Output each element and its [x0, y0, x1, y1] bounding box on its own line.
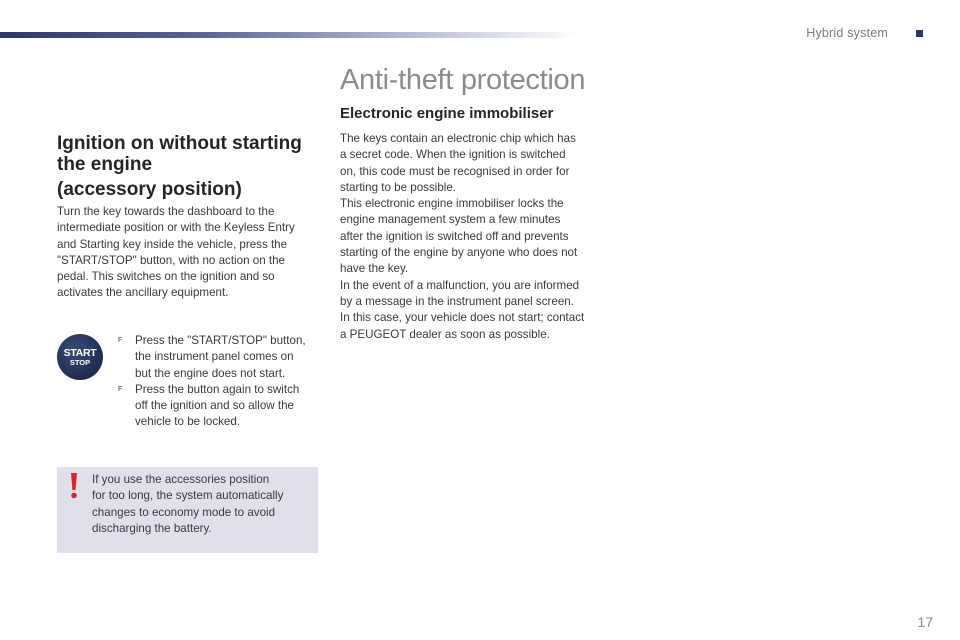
- section-title: Hybrid system: [806, 26, 888, 40]
- text-line: "START/STOP" button, with no action on the: [57, 253, 285, 267]
- right-column: [340, 62, 610, 343]
- left-heading-line-3: (accessory position): [57, 179, 242, 200]
- text-line: by a message in the instrument panel screen.: [340, 294, 574, 308]
- text-line: Turn the key towards the dashboard to the: [57, 205, 275, 218]
- text-line: engine management system a few minutes: [340, 213, 561, 227]
- left-heading-line-2: the engine: [57, 154, 153, 175]
- left-heading-line-1: Ignition on without starting: [57, 133, 302, 154]
- warning-text: [92, 472, 312, 537]
- text-line: If you use the accessories position: [92, 473, 270, 486]
- text-line: on, this code must be recognised in order for: [340, 164, 570, 178]
- section-square-marker: [916, 30, 923, 37]
- page-title: Anti-theft protection: [340, 64, 586, 96]
- stop-label: STOP: [69, 357, 91, 367]
- text-line: for too long, the system automatically: [92, 489, 284, 503]
- instruction-list: [118, 333, 323, 431]
- text-line: pedal. This switches on the ignition and so: [57, 270, 275, 284]
- header-gradient-bar: [0, 32, 580, 38]
- text-line: Press the button again to switch: [135, 382, 300, 396]
- text-line: starting of the engine by anyone who does not: [340, 246, 578, 260]
- text-line: Press the "START/STOP" button,: [135, 334, 306, 347]
- text-line: but the engine does not start.: [135, 366, 286, 380]
- text-line: and Starting key inside the vehicle, press the: [57, 237, 288, 251]
- warning-box: [57, 467, 318, 553]
- text-line: the instrument panel comes on: [135, 350, 294, 364]
- bullet-marker: F: [118, 337, 123, 344]
- start-label: START: [63, 346, 97, 359]
- text-line: activates the ancillary equipment.: [57, 286, 229, 300]
- text-line: starting to be possible.: [340, 180, 457, 194]
- list-item: [118, 382, 323, 431]
- text-line: after the ignition is switched off and prevents: [340, 229, 569, 243]
- page-number: 17: [917, 614, 933, 630]
- bullet-marker: F: [118, 385, 123, 393]
- text-line: intermediate position or with the Keyless Entry: [57, 221, 295, 235]
- text-line: a PEUGEOT dealer as soon as possible.: [340, 327, 550, 341]
- text-line: have the key.: [340, 262, 409, 276]
- subsection-title: Electronic engine immobiliser: [340, 105, 554, 122]
- text-line: a secret code. When the ignition is switched: [340, 148, 566, 162]
- text-line: vehicle to be locked.: [135, 415, 241, 429]
- text-line: discharging the battery.: [92, 521, 212, 535]
- immobiliser-paragraph: [340, 131, 610, 343]
- text-line: This electronic engine immobiliser locks the: [340, 197, 564, 211]
- text-line: off the ignition and so allow the: [135, 399, 294, 413]
- left-intro-paragraph: [57, 204, 319, 302]
- list-item: [118, 333, 323, 382]
- left-heading-block: [57, 133, 319, 200]
- text-line: The keys contain an electronic chip which has: [340, 132, 576, 145]
- start-stop-button-icon: [57, 334, 103, 380]
- text-line: In the event of a malfunction, you are informed: [340, 278, 580, 292]
- exclamation-icon: [67, 471, 81, 501]
- text-line: changes to economy mode to avoid: [92, 505, 276, 519]
- text-line: In this case, your vehicle does not start; contact: [340, 311, 585, 325]
